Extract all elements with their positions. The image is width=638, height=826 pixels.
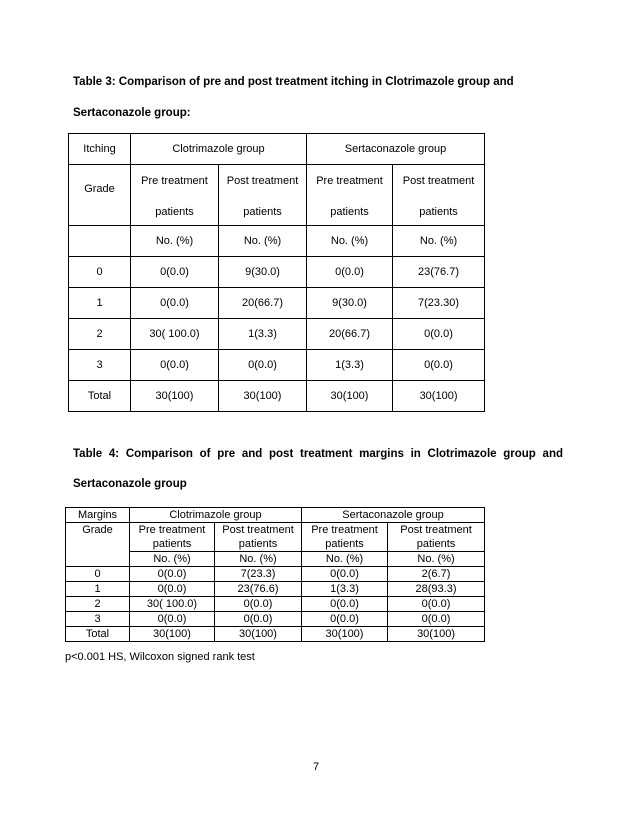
t3-s-pre-header: Pre treatment patients xyxy=(307,165,393,226)
t4-cell: 0(0.0) xyxy=(302,612,388,627)
t3-cell: 30(100) xyxy=(131,381,219,412)
t4-cell: 28(93.3) xyxy=(388,582,485,597)
t4-cell: 2(6.7) xyxy=(388,567,485,582)
t4-grade: 0 xyxy=(66,567,130,582)
table4-caption-line2: Sertaconazole group xyxy=(73,478,187,490)
t4-unit: No. (%) xyxy=(215,552,302,567)
t3-cell: 30(100) xyxy=(393,381,485,412)
t3-grade: 0 xyxy=(69,257,131,288)
t3-cell: 0(0.0) xyxy=(131,350,219,381)
t3-group1-header: Clotrimazole group xyxy=(131,134,307,165)
t3-cell: 0(0.0) xyxy=(131,288,219,319)
t4-c-post-header: Post treatment xyxy=(215,523,302,538)
t4-cell: 23(76.6) xyxy=(215,582,302,597)
t4-grade: 3 xyxy=(66,612,130,627)
t4-unit: No. (%) xyxy=(130,552,215,567)
t3-cell: 20(66.7) xyxy=(307,319,393,350)
t4-unit: No. (%) xyxy=(302,552,388,567)
t3-grade: 3 xyxy=(69,350,131,381)
t4-cell: 0(0.0) xyxy=(302,567,388,582)
t4-c-pre-header: Pre treatment xyxy=(130,523,215,538)
table-row xyxy=(66,597,485,612)
t3-cell: 0(0.0) xyxy=(393,350,485,381)
table4 xyxy=(65,507,485,642)
t4-cell: 0(0.0) xyxy=(388,612,485,627)
t3-unit: No. (%) xyxy=(307,226,393,257)
t4-cell: 30(100) xyxy=(388,627,485,642)
t4-cell: 30( 100.0) xyxy=(130,597,215,612)
table-row xyxy=(69,350,485,381)
t4-grade: 2 xyxy=(66,597,130,612)
table-row xyxy=(66,612,485,627)
t3-cell: 30( 100.0) xyxy=(131,319,219,350)
table3-caption-line1: Table 3: Comparison of pre and post treatment itching in Clotrimazole group and xyxy=(73,76,514,88)
t3-cell: 0(0.0) xyxy=(307,257,393,288)
t3-grade: Total xyxy=(69,381,131,412)
table3-caption-line2: Sertaconazole group: xyxy=(73,107,191,119)
table-row xyxy=(66,582,485,597)
t4-cell: 30(100) xyxy=(130,627,215,642)
t4-cell: 0(0.0) xyxy=(130,567,215,582)
t3-cell: 9(30.0) xyxy=(307,288,393,319)
table4-footnote: p<0.001 HS, Wilcoxon signed rank test xyxy=(65,651,255,663)
t4-patients: patients xyxy=(302,537,388,552)
t4-cell: 1(3.3) xyxy=(302,582,388,597)
t4-group1-header: Clotrimazole group xyxy=(130,508,302,523)
t3-cell: 1(3.3) xyxy=(219,319,307,350)
t3-unit: No. (%) xyxy=(219,226,307,257)
table3 xyxy=(68,133,485,412)
table4-caption-line1: Table 4: Comparison of pre and post treatment margins in Clotrimazole group and xyxy=(73,448,563,460)
t4-grade-label: Grade xyxy=(66,523,130,567)
t4-cell: 0(0.0) xyxy=(215,612,302,627)
t3-cell: 20(66.7) xyxy=(219,288,307,319)
t3-unit: No. (%) xyxy=(131,226,219,257)
t4-s-post-header: Post treatment xyxy=(388,523,485,538)
t4-cell: 0(0.0) xyxy=(215,597,302,612)
t3-cell: 7(23.30) xyxy=(393,288,485,319)
t3-unit-blank xyxy=(69,226,131,257)
t4-cell: 0(0.0) xyxy=(302,597,388,612)
t3-s-post-header: Post treatment patients xyxy=(393,165,485,226)
t3-unit: No. (%) xyxy=(393,226,485,257)
t4-unit: No. (%) xyxy=(388,552,485,567)
table-row xyxy=(69,319,485,350)
t3-cell: 0(0.0) xyxy=(393,319,485,350)
t4-cell: 7(23.3) xyxy=(215,567,302,582)
table-row xyxy=(66,567,485,582)
t4-corner-label: Margins xyxy=(66,508,130,523)
table-row xyxy=(69,288,485,319)
t4-cell: 0(0.0) xyxy=(130,612,215,627)
t4-cell: 0(0.0) xyxy=(130,582,215,597)
t3-grade: 1 xyxy=(69,288,131,319)
t4-cell: 30(100) xyxy=(302,627,388,642)
t4-s-pre-header: Pre treatment xyxy=(302,523,388,538)
t3-group2-header: Sertaconazole group xyxy=(307,134,485,165)
t4-cell: 30(100) xyxy=(215,627,302,642)
t4-cell: 0(0.0) xyxy=(388,597,485,612)
t4-patients: patients xyxy=(130,537,215,552)
t3-cell: 0(0.0) xyxy=(131,257,219,288)
t3-cell: 0(0.0) xyxy=(219,350,307,381)
t3-grade: 2 xyxy=(69,319,131,350)
table-row xyxy=(66,627,485,642)
t3-c-post-header: Post treatment patients xyxy=(219,165,307,226)
t4-group2-header: Sertaconazole group xyxy=(302,508,485,523)
t3-grade-label: Grade xyxy=(69,165,131,226)
t3-c-pre-header: Pre treatment patients xyxy=(131,165,219,226)
t3-cell: 1(3.3) xyxy=(307,350,393,381)
t3-corner-label: Itching xyxy=(69,134,131,165)
t4-patients: patients xyxy=(215,537,302,552)
t3-cell: 9(30.0) xyxy=(219,257,307,288)
t3-cell: 23(76.7) xyxy=(393,257,485,288)
page-number: 7 xyxy=(313,761,320,773)
t4-grade: Total xyxy=(66,627,130,642)
table-row xyxy=(69,257,485,288)
t4-patients: patients xyxy=(388,537,485,552)
t3-cell: 30(100) xyxy=(219,381,307,412)
t3-cell: 30(100) xyxy=(307,381,393,412)
t4-grade: 1 xyxy=(66,582,130,597)
table-row xyxy=(69,381,485,412)
